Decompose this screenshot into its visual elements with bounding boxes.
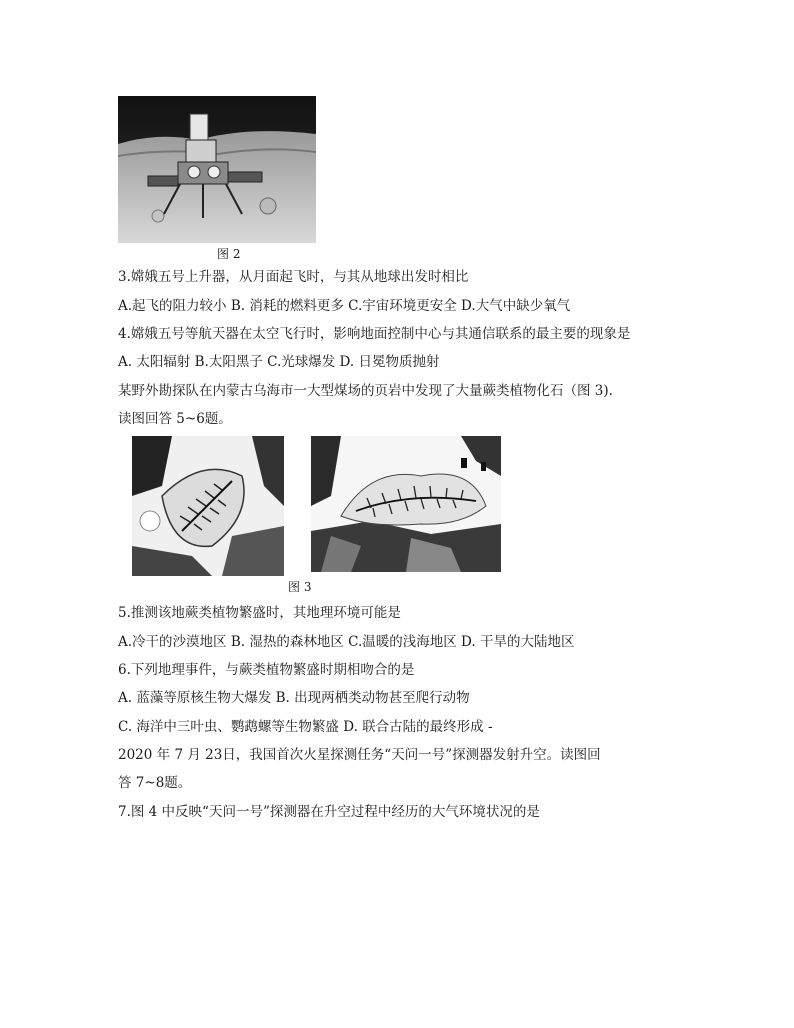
question-4-stem: 4.嫦娥五号等航天器在太空飞行时，影响地面控制中心与其通信联系的最主要的现象是 — [118, 326, 631, 342]
passage-fern-fossil: 某野外勘探队在内蒙古乌海市一大型煤场的页岩中发现了大量蕨类植物化石（图 3). — [118, 383, 613, 399]
question-5-stem: 5.推测该地蕨类植物繁盛时，其地理环境可能是 — [118, 605, 401, 621]
figure-2-caption: 图 2 — [217, 247, 241, 261]
figure-3-fossil-photo-left — [132, 436, 284, 576]
question-3-options: A.起飞的阻力较小 B. 消耗的燃料更多 C.宇宙环境更安全 D.大气中缺少氧气 — [118, 298, 571, 314]
passage-tianwen-1: 2020 年 7 月 23日，我国首次火星探测任务“天问一号”探测器发射升空。读图回 — [118, 747, 601, 763]
question-4-options: A. 太阳辐射 B.太阳黑子 C.光球爆发 D. 日冕物质抛射 — [118, 354, 440, 370]
figure-3-fossil-photo-right — [311, 436, 501, 572]
passage-instruction-5-6: 读图回答 5~6题。 — [118, 411, 232, 427]
figure-2-lander-photo — [118, 96, 316, 243]
question-6-options-ab: A. 蓝藻等原核生物大爆发 B. 出现两栖类动物甚至爬行动物 — [118, 690, 470, 706]
passage-instruction-7-8: 答 7~8题。 — [118, 775, 192, 791]
figure-3-caption: 图 3 — [288, 580, 312, 594]
question-5-options: A.冷干的沙漠地区 B. 湿热的森林地区 C.温暖的浅海地区 D. 干旱的大陆地区 — [118, 634, 575, 650]
question-7-stem: 7.图 4 中反映“天问一号”探测器在升空过程中经历的大气环境状况的是 — [118, 804, 540, 820]
question-3-stem: 3.嫦娥五号上升器，从月面起飞时，与其从地球出发时相比 — [118, 269, 469, 285]
question-6-stem: 6.下列地理事件，与蕨类植物繁盛时期相吻合的是 — [118, 662, 415, 678]
question-6-options-cd: C. 海洋中三叶虫、鹦鹉螺等生物繁盛 D. 联合古陆的最终形成 - — [118, 719, 493, 735]
